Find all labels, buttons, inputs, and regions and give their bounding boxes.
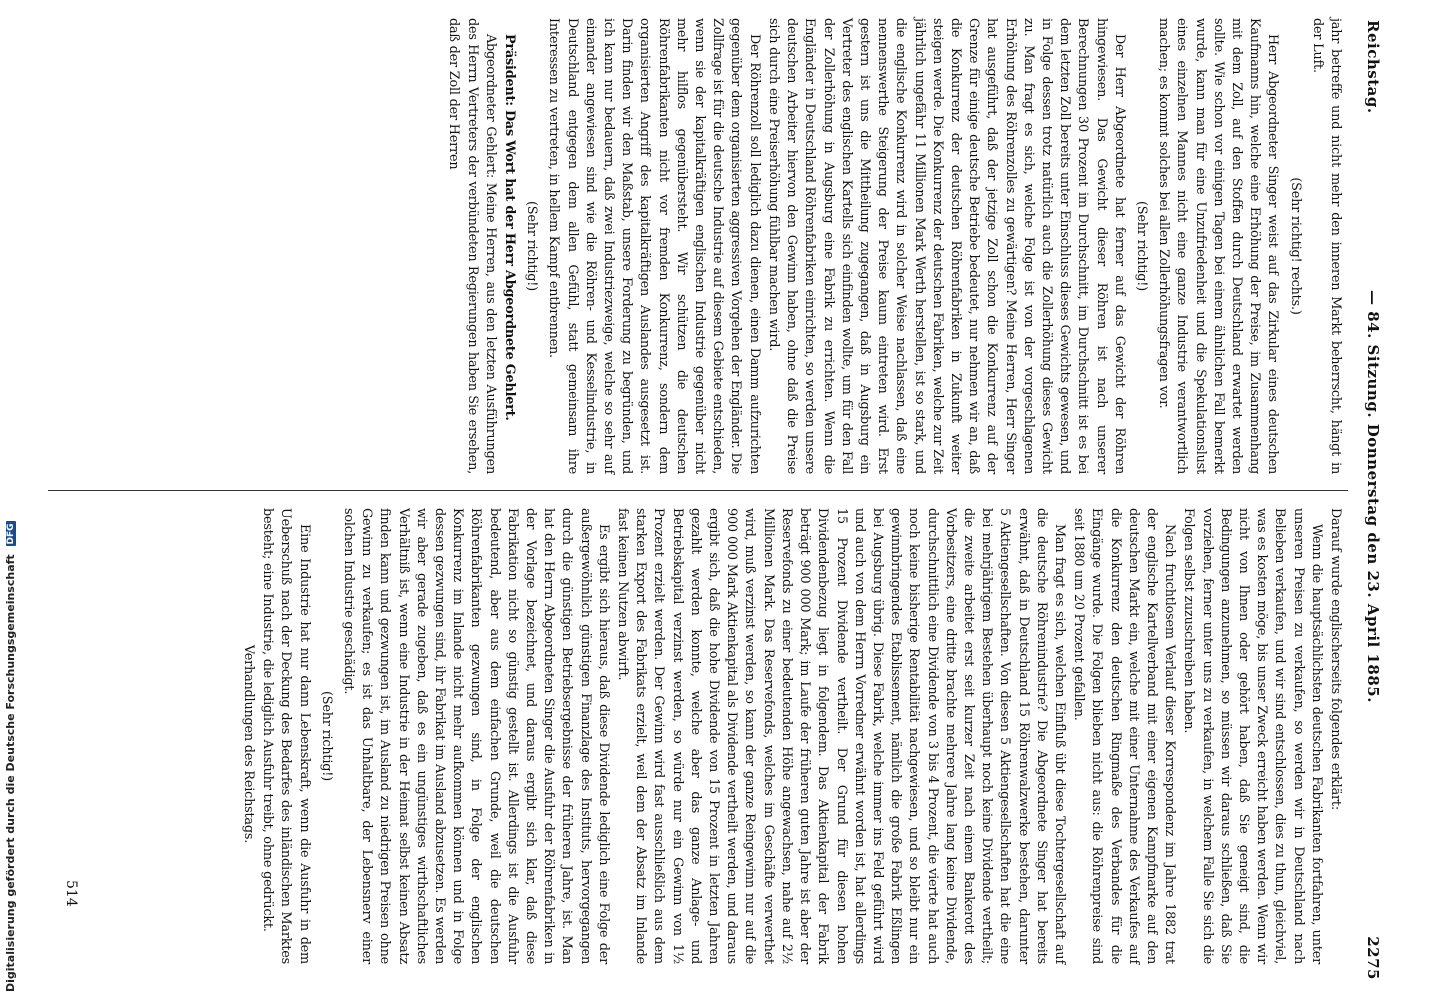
- applause-note: (Sehr richtig!): [1133, 201, 1149, 291]
- applause-note: (Sehr richtig! rechts.): [1287, 177, 1303, 315]
- footer-signature: Verhandlungen des Reichstags.: [241, 644, 257, 844]
- applause-note: (Sehr richtig!): [318, 691, 334, 781]
- section-title: Präsident: Das Wort hat der Herr Abgeordnete Gehlert.: [502, 34, 518, 421]
- header-center: — 84. Sitzung. Donnerstag den 23. April 1885.: [1364, 290, 1382, 703]
- paragraph: Man fragt es sich, welchen Einfluß übt diese Tochtergesellschaft auf die deutsche Röhrenindustrie? Die Abgeordnete Singer hat bereits erwähnt, daß in Deutschland 15 Röhrenwalzwerke bestehen, darunter 5 Aktiengesellschaften. Von diesen 5 Aktiengesellschaften hat die eine bei mehrjährigem Bestehen überhaupt noch keine Dividende vertheilt; die zweite arbeitet erst seit kurzer Zeit nach einem Bankerott des Vorbesitzers, eine dritte brachte mehrere Jahre lang keine Dividende, durchschnittlich eine Dividende von 3 bis 4 Prozent, die vierte hat auch noch keine bisherige Rentabilität nachgewiesen, und so bleibt nur ein gewinnbringendes Etablissement, nämlich die große Fabrik Eßlingen bei Augsburg übrig. Diese Fabrik, welche immer ins Feld geführt wird und auch von dem Herrn Vorredner erwähnt worden ist, hat allerdings 15 Prozent Dividende vertheilt. Der Grund für diesen hohen Dividendenbezug liegt in folgendem. Das Aktienkapital der Fabrik beträgt 900 000 Mark; im Laufe der früheren guten Jahre ist aber der Reservefonds zu einer bedeutenden Höhe angewachsen, nahe auf 2½ Millionen Mark. Das Reservefonds, welches im Geschäfte verwerthet wird, muß verzinst werden, so kann der ganze Reingewinn nur auf die 900 000 Mark Aktienkapital als Dividende vertheilt werden, und daraus ergibt sich, daß die hohe Dividende von 15 Prozent in letzten Jahren gezahlt werden konnte, welche aber das ganze Anlage- und Betriebskapital verzinst werden, so würde nur ein Gewinn von 1½ Prozent erzielt werden. Der Gewinn wird fast ausschließlich aus dem starken Export des Fabrikats erzielt, weil dem der Absatz im Inlande fast keinen Nutzen abwirft.: [615, 508, 1067, 964]
- page-number-bottom: 514: [63, 880, 79, 907]
- paragraph: jahr betreffe und nicht mehr den inneren Markt beherrscht, hängt in der Luft.: [1309, 18, 1343, 474]
- page-header: [1356, 20, 1382, 980]
- column-divider: [48, 490, 1348, 491]
- header-page-number: 2275: [1364, 936, 1382, 980]
- paragraph: Herr Abgeordneter Singer weist auf das Zirkular eines deutschen Kaufmanns hin, welche eine Erhöhung der Preise, im Zusammenhang mit dem Zoll, auf den Stoffen durch Deutschland erwartet werden sollte. Wie schon vor einigen Tagen bei einem ähnlichen Fall bemerkt wurde, kann man für eine Unzufriedenheit und die Spekulationslust eines einzelnen Mannes nicht eine ganze Industrie verantwortlich machen; es kommt solches bei allen Zollerhöhungsfragen vor.: [1156, 18, 1281, 474]
- header-left: Reichstag.: [1364, 20, 1382, 114]
- rotated-page-content: [30, 0, 1410, 1000]
- paragraph: Es ergibt sich hieraus, daß diese Dividende lediglich eine Folge der außergewöhnlich günstigen Finanzlage des Instituts, hervorgegangen durch die günstigen Betriebsergebnisse der früheren Jahre, ist. Man hat den Herrn Abgeordneten Singer die Ausfuhr der Röhrenfabriken in der Vorlage bezeichnet, und daraus ergibt sich klar, daß diese Fabrikation nicht so günstig gestellt ist. Allerdings ist die Ausfuhr bedeutend, aber aus dem einfachen Grunde, weil die deutschen Röhrenfabrikanten gezwungen sind, in Folge der englischen Konkurrenz im Inlande nicht mehr aufkommen können und in Folge dessen gezwungen sind, ihr Fabrikat im Ausland abzusetzen. Es werden wir aber gerade zugeben, daß es ein ungünstiges wirthschaftliches Verhältniß ist, wenn eine Industrie in der Heimat selbst keinen Absatz finden kann und gezwungen ist, im Ausland zu niedrigen Preisen ohne Gewinn zu verkaufen; es ist das Unhaltbare, der Lebensnerv einer solchen Industrie geschädigt.: [341, 508, 611, 964]
- paragraph: Der Herr Abgeordnete hat ferner auf das Gewicht der Röhren hingewiesen. Das Gewicht dieser Röhren ist nach unserer Berechnungen 30 Prozent im Durchschnitt, im Durchschnitt ist es bei dem letzten Zoll bereits unter Einschluss dieses Gewichts gewesen, und in Folge dessen trotz natürlich auch die Zollerhöhung dieses Gewicht zu. Man fragt es sich, welche Folge ist von der vorgeschlagenen Erhöhung des Röhrenzolles zu gewärtigen? Meine Herren, Herr Singer hat ausgeführt, daß der jetzige Zoll schon die Konkurrenz auf der Grenze für einige deutsche Betriebe bedeutet, nur nehmen wir an, daß die Konkurrenz der deutschen Röhrenfabriken in Zukunft weiter steigen werde. Die Konkurrenz der deutschen Fabriken, welche zur Zeit jährlich ungefähr 11 Millionen Mark Werth herstellen, ist so stark, und die englische Konkurrenz wird in solcher Weise nachlassen, daß eine nennenswerthe Steigerung der Preise kaum eintreten wird. Erst gestern ist uns die Mittheilung zugegangen, daß in Augsburg ein Vertreter des englischen Kartells sich einfinden wollte, um für den Fall der Zollerhöhung in Augsburg eine Fabrik zu errichten. Wenn die Engländer in Deutschland Röhrenfabriken einrichten, so werden unsere deutschen Arbeiter hiervon den Gewinn haben, ohne daß die Preise sich durch eine Preiserhöhung fühlbar machen wird.: [765, 18, 1127, 474]
- digitization-notice: [4, 521, 17, 992]
- paragraph: Eine Industrie hat nur dann Lebenskraft, wenn die Ausfuhr in dem Ueberschuß nach der Deckung des Bedarfes des inländischen Marktes besteht; eine Industrie, die lediglich Ausfuhr treibt, ohne gedrückt.: [260, 508, 312, 964]
- applause-note: (Sehr richtig!): [524, 201, 540, 291]
- paragraph: Nach fruchtlosem Verlauf dieser Korrespondenz im Jahre 1882 trat der englische Kartellverband mit einer eigenen Kampfmarke auf den deutschen Markt ein, welche mit einer Unternahme des Verkaufes auf die Konkurrenz den deutschen Ringmaße des Verbandes für die Eingänge wurde. Die Folgen blieben nicht aus: die Röhrenpreise sind seit 1880 um 20 Prozent gefallen.: [1071, 508, 1178, 964]
- paragraph: Darauf wurde englischerseits folgendes erklärt:: [1328, 508, 1343, 810]
- text-column-left: [44, 18, 1344, 474]
- text-column-right: [44, 508, 1344, 964]
- paragraph: Wenn die hauptsächlichsten deutschen Fabrikanten fortfahren, unter unseren Preisen zu verkaufen, so werden wir in Deutschland nach Belieben verkaufen, und wir sind entschlossen, dies zu thun, gleichviel, was es kosten möge, bis unser Zweck erreicht haben werden. Wenn wir nicht von Ihnen oder gehört haben, daß Sie geneigt sind, die Bedingungen anzunehmen, so müssen wir daraus schließen, daß Sie vorziehen, ferner unter uns zu verkaufen, in welchem Falle Sie sich die Folgen selbst zuzuschreiben haben.: [1181, 508, 1324, 964]
- digitization-notice-text: Digitalisierung gefördert durch die Deutsche Forschungsgemeinschaft: [4, 554, 17, 992]
- paragraph: Der Röhrenzoll soll lediglich dazu dienen, einen Damm aufzurichten gegenüber dem organisierten aggressiven Vorgehen der Engländer. Die Zollfrage ist für die deutsche Industrie auf diesem Gebiete entschieden, wenn sie der kapitalkräftigen englischen Industrie gegenüber nicht mehr hilflos gegenübersteht. Wir schützen die deutschen Röhrenfabrikanten nicht vor fremden Konkurrenz, sondern dem organisierten Angriff des kapitalkräftigen Auslandes ausgesetzt ist. Darin finden wir den Maßstab, unsere Forderung zu begründen, und ich kann nur bedauern, daß zwei Industriezweige, welche so sehr auf einander angewiesen sind wie die Röhren- und Kesselindustrie, in Deutschland entgegen dem allen Gefühl, statt gemeinsam ihre Interessen zu vertreten, in hellem Kampf entbrennen.: [546, 18, 762, 474]
- speech-paragraph: Abgeordneter Gehlert: Meine Herren, aus den letzten Ausführungen des Herrn Vertreters der verbündeten Regierungen haben Sie ersehen, daß der Zoll der Herren: [446, 18, 498, 474]
- dfg-logo-icon: DFG: [6, 523, 16, 545]
